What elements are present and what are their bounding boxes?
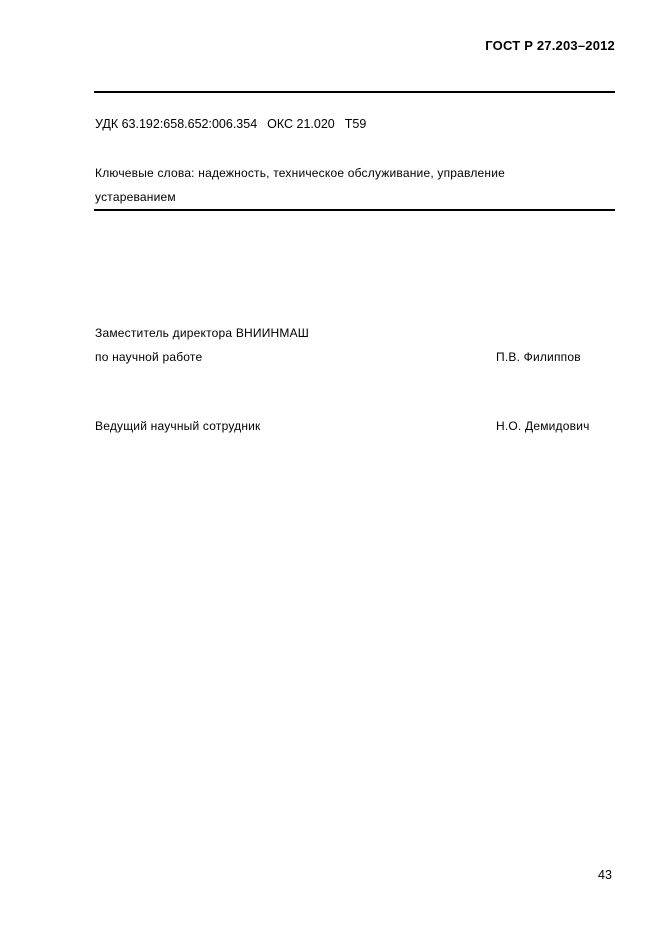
oks-code: ОКС 21.020 [267,117,335,131]
signatory-2-name: Н.О. Демидович [496,419,590,433]
bottom-divider [94,209,615,211]
signatory-1-name: П.В. Филиппов [496,350,581,364]
keywords-paragraph: Ключевые слова: надежность, техническое обслуживание, управление устареванием [95,166,506,204]
signatory-2-position: Ведущий научный сотрудник [95,419,261,433]
page-number: 43 [598,868,612,882]
category-code: Т59 [344,117,367,131]
udc-code: УДК 63.192:658.652:006.354 [95,117,258,131]
signatory-1-position-line1: Заместитель директора ВНИИНМАШ [95,326,310,340]
signatory-1-position-line2: по научной работе [95,350,203,364]
classification-line [95,117,366,131]
standard-code-header: ГОСТ Р 27.203–2012 [485,38,615,53]
top-divider [94,91,615,93]
